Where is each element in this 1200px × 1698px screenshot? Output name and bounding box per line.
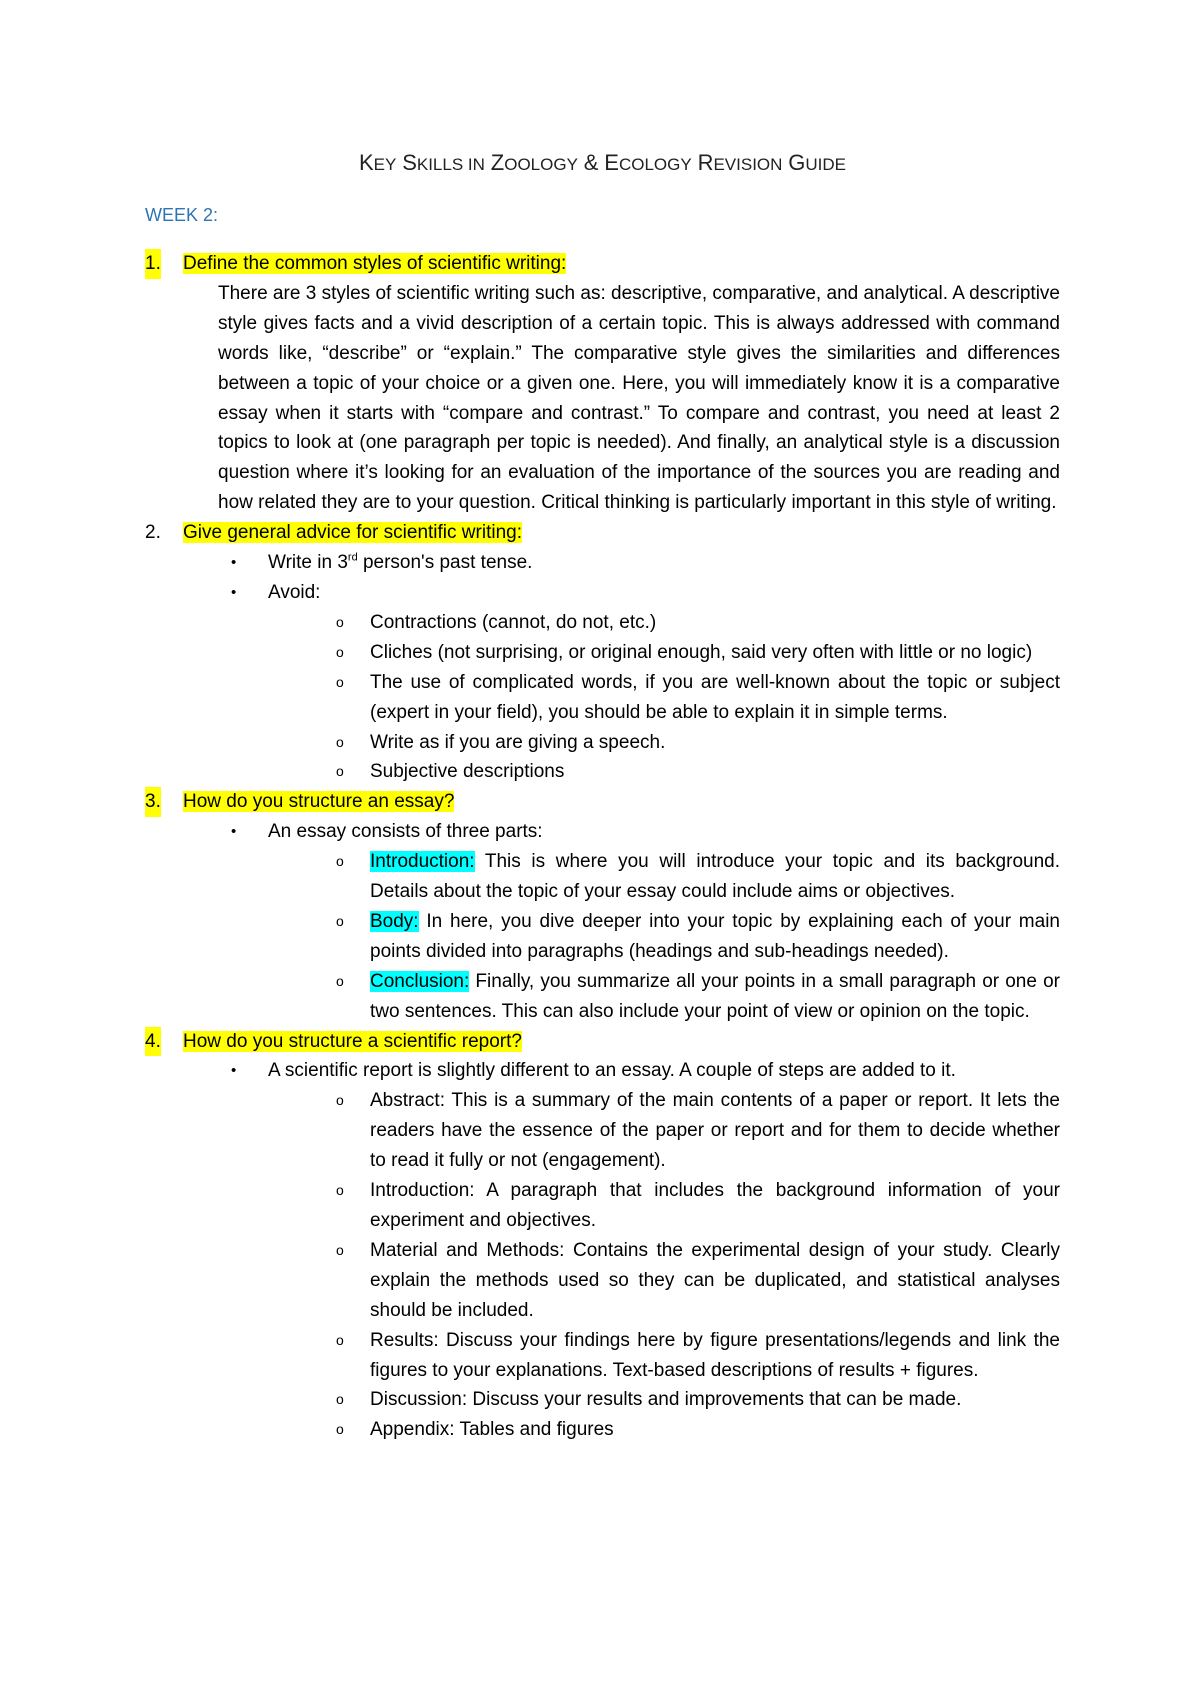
list-item-text: person's past tense. <box>357 552 533 574</box>
list-item-text: Avoid: <box>268 581 321 603</box>
question-heading: How do you structure an essay? <box>183 791 455 813</box>
list-item <box>145 817 1060 847</box>
sub-list-item-text: Appendix: Tables and figures <box>370 1419 614 1441</box>
circle-bullet-icon: o <box>336 763 344 780</box>
list-item <box>145 1056 1060 1086</box>
title-part: OOLOGY <box>504 155 578 174</box>
title-part: R <box>697 150 714 175</box>
part-label: Introduction: <box>370 851 475 873</box>
title-part: COLOGY <box>618 155 692 174</box>
circle-bullet-icon: o <box>336 853 344 870</box>
sub-list-item <box>145 608 1060 638</box>
sub-list-item <box>145 668 1060 728</box>
circle-bullet-icon: o <box>336 673 344 690</box>
sub-list-item <box>145 907 1060 967</box>
sub-list-item-text: Contractions (cannot, do not, etc.) <box>370 611 657 633</box>
question-heading: How do you structure a scientific report? <box>183 1030 522 1052</box>
sub-list-item <box>145 1326 1060 1386</box>
sub-list-item <box>145 1385 1060 1415</box>
list-item <box>145 578 1060 608</box>
page-title <box>145 148 1060 180</box>
sub-list-item-text: Write as if you are giving a speech. <box>370 731 666 753</box>
list-item-text: A scientific report is slightly different to an essay. A couple of steps are added to it. <box>268 1060 956 1082</box>
title-part: K <box>358 150 374 175</box>
title-part: UIDE <box>805 155 847 174</box>
bullet-icon: • <box>231 554 237 572</box>
sub-list-item-text: Cliches (not surprising, or original enough, said very often with little or no logic) <box>370 641 1033 663</box>
question-heading: Give general advice for scientific writing: <box>183 522 522 544</box>
bullet-icon: • <box>231 583 237 601</box>
title-part: EY <box>373 155 397 174</box>
sub-list-item <box>145 757 1060 787</box>
question-number: 3. <box>145 787 161 817</box>
sub-list-item-text: In here, you dive deeper into your topic by explaining each of your main points divided into paragraphs (headings and sub-headings needed). <box>370 910 1060 962</box>
question-3 <box>145 787 1060 817</box>
question-number: 1. <box>145 249 161 279</box>
sub-list-item <box>145 967 1060 1027</box>
sub-list-item <box>145 1176 1060 1236</box>
week-heading: WEEK 2: <box>145 205 219 225</box>
sub-list-item <box>145 1415 1060 1445</box>
title-part: E <box>604 150 619 175</box>
sub-list-item-text: Results: Discuss your findings here by figure presentations/legends and link the figures to your explanations. Text-based descriptions of results + figures. <box>370 1329 1060 1381</box>
circle-bullet-icon: o <box>336 613 344 630</box>
circle-bullet-icon: o <box>336 912 344 929</box>
sub-list-item <box>145 1086 1060 1176</box>
part-label: Conclusion: <box>370 970 470 992</box>
question-1 <box>145 249 1060 279</box>
circle-bullet-icon: o <box>336 733 344 750</box>
question-4 <box>145 1027 1060 1057</box>
sub-list-item-text: Introduction: A paragraph that includes the background information of your experiment and objectives. <box>370 1180 1060 1231</box>
sub-list-item <box>145 638 1060 668</box>
title-part: EVISION <box>713 155 783 174</box>
sub-list-item-text: Subjective descriptions <box>370 761 565 783</box>
part-label: Body: <box>370 910 419 932</box>
sub-list-item <box>145 847 1060 907</box>
sub-list-item-text: The use of complicated words, if you are well-known about the topic or subject (expert in your field), you should be able to explain it in simple terms. <box>370 671 1060 723</box>
sub-list-item-text: Finally, you summarize all your points in a small paragraph or one or two sentences. This can also include your point of view or opinion on the topic. <box>370 970 1060 1022</box>
circle-bullet-icon: o <box>336 1391 344 1408</box>
title-part: & <box>583 150 599 175</box>
title-part: S <box>402 150 417 175</box>
circle-bullet-icon: o <box>336 1182 344 1199</box>
sub-list-item <box>145 1236 1060 1326</box>
title-part: G <box>788 150 806 175</box>
question-2 <box>145 518 1060 548</box>
title-part: Z <box>490 150 505 175</box>
circle-bullet-icon: o <box>336 1092 344 1109</box>
list-item <box>145 548 1060 578</box>
answer-paragraph: There are 3 styles of scientific writing such as: descriptive, comparative, and analytical. A descriptive style gives facts and a vivid description of a certain topic. This is always addressed with command words like, “describe” or “explain.” The comparative style gives the similarities and differences between a topic of your choice or a given one. Here, you will immediately know it is a comparative essay when it starts with “compare and contrast.” To compare and contrast, you need at least 2 topics to look at (one paragraph per topic is needed). And finally, an analytical style is a discussion question where it’s looking for an evaluation of the importance of the sources you are reading and how related they are to your question. Critical thinking is particularly important in this style of writing. <box>218 282 1060 514</box>
bullet-icon: • <box>231 823 237 841</box>
circle-bullet-icon: o <box>336 1241 344 1258</box>
question-number: 2. <box>145 522 161 544</box>
circle-bullet-icon: o <box>336 1421 344 1438</box>
list-item-text: Write in 3 <box>268 552 348 574</box>
question-heading: Define the common styles of scientific writing: <box>183 253 567 274</box>
sub-list-item-text: Discussion: Discuss your results and improvements that can be made. <box>370 1389 962 1411</box>
sub-list-item <box>145 728 1060 758</box>
circle-bullet-icon: o <box>336 1331 344 1348</box>
sub-list-item-text: This is where you will introduce your topic and its background. Details about the topic of your essay could include aims or objectives. <box>370 851 1060 903</box>
bullet-icon: • <box>231 1062 237 1080</box>
list-item-text: An essay consists of three parts: <box>268 821 543 843</box>
sub-list-item-text: Material and Methods: Contains the experimental design of your study. Clearly explain the methods used so they can be duplicated, and statistical analyses should be included. <box>370 1239 1060 1321</box>
circle-bullet-icon: o <box>336 643 344 660</box>
question-number: 4. <box>145 1027 161 1057</box>
superscript: rd <box>347 551 358 564</box>
circle-bullet-icon: o <box>336 972 344 989</box>
title-part: KILLS IN <box>416 155 485 174</box>
document-body <box>145 148 1060 1445</box>
sub-list-item-text: Abstract: This is a summary of the main contents of a paper or report. It lets the readers have the essence of the paper or report and for them to decide whether to read it fully or not (engagement). <box>370 1090 1060 1172</box>
